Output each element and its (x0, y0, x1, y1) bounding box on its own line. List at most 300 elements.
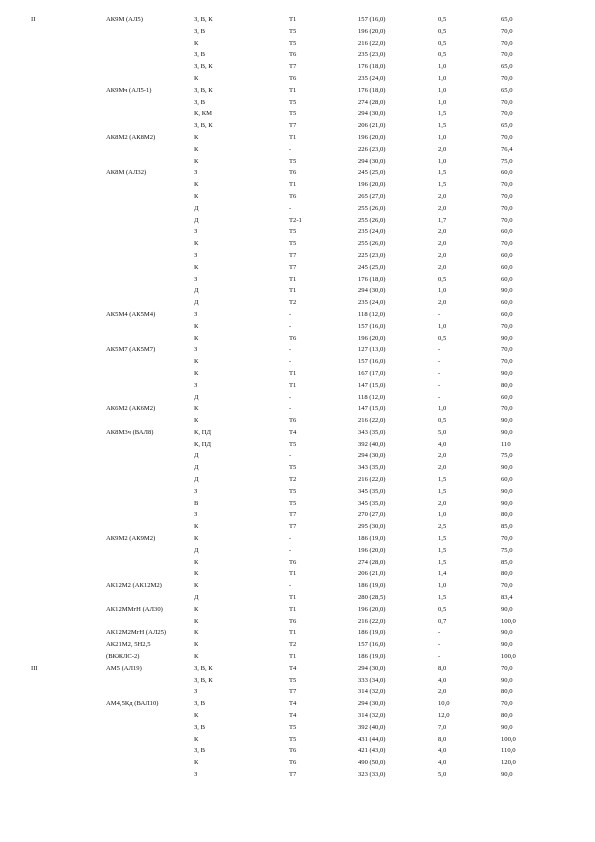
hardness-cell: 70,0 (501, 133, 513, 141)
table-row (0, 616, 595, 628)
tensile-strength-cell: 176 (18,0) (358, 86, 386, 94)
casting-method-cell: К (194, 39, 199, 47)
tensile-strength-cell: 490 (50,0) (358, 759, 386, 767)
hardness-cell: 60,0 (501, 251, 513, 259)
casting-method-cell: Д (194, 393, 199, 401)
hardness-cell: 70,0 (501, 240, 513, 248)
heat-treatment-cell: - (289, 546, 292, 554)
casting-method-cell: З, В (194, 51, 205, 59)
tensile-strength-cell: 196 (20,0) (358, 334, 386, 342)
elongation-cell: 10,0 (438, 700, 450, 708)
elongation-cell: 0,7 (438, 617, 447, 625)
casting-method-cell: К (194, 405, 199, 413)
heat-treatment-cell: Т2 (289, 299, 297, 307)
hardness-cell: 90,0 (501, 464, 513, 472)
tensile-strength-cell: 196 (20,0) (358, 605, 386, 613)
heat-treatment-cell: Т6 (289, 617, 297, 625)
elongation-cell: 1,5 (438, 558, 447, 566)
casting-method-cell: К (194, 735, 199, 743)
table-row (0, 580, 595, 592)
tensile-strength-cell: 235 (24,0) (358, 299, 386, 307)
tensile-strength-cell: 343 (35,0) (358, 428, 386, 436)
alloy-grade-cell: АК9М2 (АК9М2) (106, 535, 156, 543)
heat-treatment-cell: Т7 (289, 122, 297, 130)
hardness-cell: 70,0 (501, 74, 513, 82)
tensile-strength-cell: 157 (16,0) (358, 358, 386, 366)
casting-method-cell: З, В, К (194, 664, 213, 672)
casting-method-cell: Д (194, 594, 199, 602)
table-row (0, 533, 595, 545)
alloy-grade-cell: АМ4,5Кд (ВАЛ10) (106, 700, 159, 708)
casting-method-cell: К (194, 240, 199, 248)
tensile-strength-cell: 314 (32,0) (358, 712, 386, 720)
casting-method-cell: К, ПД (194, 428, 211, 436)
hardness-cell: 70,0 (501, 51, 513, 59)
table-row (0, 450, 595, 462)
casting-method-cell: К, ПД (194, 440, 211, 448)
table-row (0, 356, 595, 368)
hardness-cell: 75,0 (501, 452, 513, 460)
heat-treatment-cell: Т6 (289, 74, 297, 82)
heat-treatment-cell: - (289, 582, 292, 590)
table-row (0, 144, 595, 156)
elongation-cell: 4,0 (438, 676, 447, 684)
tensile-strength-cell: 235 (24,0) (358, 74, 386, 82)
heat-treatment-cell: Т6 (289, 747, 297, 755)
table-row (0, 592, 595, 604)
hardness-cell: 90,0 (501, 629, 513, 637)
hardness-cell: 60,0 (501, 393, 513, 401)
tensile-strength-cell: 157 (16,0) (358, 641, 386, 649)
hardness-cell: 70,0 (501, 110, 513, 118)
casting-method-cell: К (194, 523, 199, 531)
casting-method-cell: К (194, 181, 199, 189)
casting-method-cell: К (194, 192, 199, 200)
heat-treatment-cell: Т1 (289, 287, 297, 295)
elongation-cell: 1,5 (438, 110, 447, 118)
table-row (0, 73, 595, 85)
table-row (0, 686, 595, 698)
table-row (0, 474, 595, 486)
elongation-cell: 2,0 (438, 251, 447, 259)
elongation-cell: - (438, 369, 441, 377)
elongation-cell: 1,4 (438, 570, 447, 578)
hardness-cell: 60,0 (501, 228, 513, 236)
tensile-strength-cell: 323 (33,0) (358, 771, 386, 778)
table-row (0, 285, 595, 297)
tensile-strength-cell: 176 (18,0) (358, 275, 386, 283)
table-row (0, 439, 595, 451)
tensile-strength-cell: 186 (19,0) (358, 582, 386, 590)
elongation-cell: 0,5 (438, 605, 447, 613)
casting-method-cell: З, В, К (194, 63, 213, 71)
tensile-strength-cell: 225 (23,0) (358, 251, 386, 259)
table-row (0, 769, 595, 781)
elongation-cell: 1,0 (438, 157, 447, 165)
casting-method-cell: К (194, 74, 199, 82)
casting-method-cell: В (194, 499, 199, 507)
casting-method-cell: З (194, 251, 198, 259)
casting-method-cell: З (194, 310, 198, 318)
elongation-cell: 2,0 (438, 452, 447, 460)
tensile-strength-cell: 294 (30,0) (358, 700, 386, 708)
table-row (0, 745, 595, 757)
table-row (0, 61, 595, 73)
casting-method-cell: К (194, 641, 199, 649)
heat-treatment-cell: - (289, 405, 292, 413)
casting-method-cell: З (194, 346, 198, 354)
hardness-cell: 70,0 (501, 27, 513, 35)
heat-treatment-cell: Т5 (289, 723, 297, 731)
elongation-cell: 1,0 (438, 74, 447, 82)
tensile-strength-cell: 345 (35,0) (358, 487, 386, 495)
elongation-cell: 1,0 (438, 86, 447, 94)
heat-treatment-cell: - (289, 322, 292, 330)
table-row (0, 333, 595, 345)
elongation-cell: 0,5 (438, 275, 447, 283)
table-row (0, 321, 595, 333)
heat-treatment-cell: Т1 (289, 570, 297, 578)
alloy-grade-cell: АК12М2 (АК12М2) (106, 582, 162, 590)
elongation-cell: 5,0 (438, 428, 447, 436)
casting-method-cell: К (194, 157, 199, 165)
table-row (0, 521, 595, 533)
casting-method-cell: З (194, 275, 198, 283)
hardness-cell: 110,0 (501, 747, 516, 755)
elongation-cell: 5,0 (438, 771, 447, 778)
table-row (0, 627, 595, 639)
heat-treatment-cell: - (289, 452, 292, 460)
tensile-strength-cell: 167 (17,0) (358, 369, 386, 377)
hardness-cell: 90,0 (501, 369, 513, 377)
elongation-cell: - (438, 381, 441, 389)
table-row (0, 403, 595, 415)
heat-treatment-cell: Т1 (289, 381, 297, 389)
casting-method-cell: З, В, К (194, 16, 213, 23)
table-row (0, 545, 595, 557)
hardness-cell: 70,0 (501, 216, 513, 224)
table-row (0, 344, 595, 356)
table-row (0, 309, 595, 321)
elongation-cell: 1,0 (438, 133, 447, 141)
casting-method-cell: З, В (194, 27, 205, 35)
casting-method-cell: К (194, 759, 199, 767)
hardness-cell: 90,0 (501, 723, 513, 731)
alloy-grade-cell: АМ5 (АЛ19) (106, 664, 142, 672)
heat-treatment-cell: Т5 (289, 487, 297, 495)
elongation-cell: - (438, 358, 441, 366)
tensile-strength-cell: 176 (18,0) (358, 63, 386, 71)
table-row (0, 568, 595, 580)
casting-method-cell: К (194, 358, 199, 366)
heat-treatment-cell: Т7 (289, 523, 297, 531)
alloy-grade-cell: АК8М (АЛ32) (106, 169, 147, 177)
tensile-strength-cell: 255 (26,0) (358, 240, 386, 248)
elongation-cell: 4,0 (438, 759, 447, 767)
hardness-cell: 70,0 (501, 700, 513, 708)
table-row (0, 85, 595, 97)
heat-treatment-cell: Т6 (289, 334, 297, 342)
casting-method-cell: К (194, 322, 199, 330)
casting-method-cell: К (194, 712, 199, 720)
heat-treatment-cell: Т5 (289, 676, 297, 684)
elongation-cell: 2,0 (438, 192, 447, 200)
heat-treatment-cell: Т1 (289, 594, 297, 602)
hardness-cell: 70,0 (501, 535, 513, 543)
elongation-cell: 0,5 (438, 27, 447, 35)
casting-method-cell: З, В (194, 723, 205, 731)
table-row (0, 698, 595, 710)
elongation-cell: 1,0 (438, 582, 447, 590)
heat-treatment-cell: Т2-1 (289, 216, 302, 224)
hardness-cell: 85,0 (501, 558, 513, 566)
tensile-strength-cell: 216 (22,0) (358, 617, 386, 625)
table-row (0, 415, 595, 427)
alloy-grade-cell: АК8М2 (АК8М2) (106, 133, 156, 141)
tensile-strength-cell: 392 (40,0) (358, 440, 386, 448)
hardness-cell: 70,0 (501, 322, 513, 330)
hardness-cell: 70,0 (501, 346, 513, 354)
hardness-cell: 76,4 (501, 145, 513, 153)
elongation-cell: - (438, 346, 441, 354)
heat-treatment-cell: Т6 (289, 759, 297, 767)
heat-treatment-cell: - (289, 310, 292, 318)
tensile-strength-cell: 255 (26,0) (358, 216, 386, 224)
casting-method-cell: З (194, 169, 198, 177)
casting-method-cell: К (194, 617, 199, 625)
heat-treatment-cell: Т1 (289, 133, 297, 141)
tensile-strength-cell: 345 (35,0) (358, 499, 386, 507)
tensile-strength-cell: 265 (27,0) (358, 192, 386, 200)
elongation-cell: 12,0 (438, 712, 450, 720)
hardness-cell: 90,0 (501, 287, 513, 295)
elongation-cell: - (438, 653, 441, 661)
casting-method-cell: З (194, 381, 198, 389)
heat-treatment-cell: Т6 (289, 417, 297, 425)
hardness-cell: 60,0 (501, 275, 513, 283)
tensile-strength-cell: 280 (28,5) (358, 594, 386, 602)
tensile-strength-cell: 118 (12,0) (358, 393, 386, 401)
heat-treatment-cell: Т5 (289, 110, 297, 118)
elongation-cell: 1,7 (438, 216, 447, 224)
heat-treatment-cell: - (289, 393, 292, 401)
casting-method-cell: З (194, 228, 198, 236)
heat-treatment-cell: - (289, 204, 292, 212)
alloy-grade-cell: (ВКЖЛС-2) (106, 653, 140, 661)
hardness-cell: 85,0 (501, 523, 513, 531)
hardness-cell: 75,0 (501, 157, 513, 165)
hardness-cell: 90,0 (501, 334, 513, 342)
elongation-cell: 8,0 (438, 735, 447, 743)
table-row (0, 167, 595, 179)
table-row (0, 97, 595, 109)
hardness-cell: 70,0 (501, 192, 513, 200)
heat-treatment-cell: Т7 (289, 511, 297, 519)
tensile-strength-cell: 392 (40,0) (358, 723, 386, 731)
table-row (0, 368, 595, 380)
alloy-grade-cell: АК12М2МгН (АЛ25) (106, 629, 167, 637)
heat-treatment-cell: Т5 (289, 98, 297, 106)
table-row (0, 710, 595, 722)
tensile-strength-cell: 255 (26,0) (358, 204, 386, 212)
heat-treatment-cell: Т5 (289, 157, 297, 165)
tensile-strength-cell: 206 (21,0) (358, 570, 386, 578)
tensile-strength-cell: 314 (32,0) (358, 688, 386, 696)
tensile-strength-cell: 294 (30,0) (358, 452, 386, 460)
alloy-grade-cell: АК8М3ч (ВАЛ8) (106, 428, 154, 436)
heat-treatment-cell: Т4 (289, 428, 297, 436)
table-row (0, 262, 595, 274)
heat-treatment-cell: - (289, 145, 292, 153)
tensile-strength-cell: 294 (30,0) (358, 110, 386, 118)
casting-method-cell: Д (194, 546, 199, 554)
elongation-cell: 1,5 (438, 181, 447, 189)
casting-method-cell: К (194, 417, 199, 425)
elongation-cell: 1,0 (438, 287, 447, 295)
hardness-cell: 70,0 (501, 405, 513, 413)
casting-method-cell: К (194, 263, 199, 271)
casting-method-cell: К (194, 629, 199, 637)
table-row (0, 274, 595, 286)
heat-treatment-cell: Т6 (289, 169, 297, 177)
hardness-cell: 70,0 (501, 98, 513, 106)
elongation-cell: 1,5 (438, 487, 447, 495)
elongation-cell: 1,0 (438, 322, 447, 330)
hardness-cell: 60,0 (501, 299, 513, 307)
casting-method-cell: Д (194, 464, 199, 472)
heat-treatment-cell: Т4 (289, 712, 297, 720)
hardness-cell: 90,0 (501, 428, 513, 436)
casting-method-cell: К (194, 369, 199, 377)
elongation-cell: - (438, 310, 441, 318)
elongation-cell: 2,0 (438, 464, 447, 472)
casting-method-cell: К (194, 605, 199, 613)
elongation-cell: 2,5 (438, 523, 447, 531)
heat-treatment-cell: Т5 (289, 464, 297, 472)
hardness-cell: 60,0 (501, 263, 513, 271)
heat-treatment-cell: - (289, 358, 292, 366)
elongation-cell: 2,0 (438, 263, 447, 271)
heat-treatment-cell: Т1 (289, 181, 297, 189)
tensile-strength-cell: 186 (19,0) (358, 629, 386, 637)
hardness-cell: 65,0 (501, 16, 513, 23)
tensile-strength-cell: 147 (15,0) (358, 381, 386, 389)
elongation-cell: 1,0 (438, 511, 447, 519)
elongation-cell: 2,0 (438, 299, 447, 307)
casting-method-cell: Д (194, 204, 199, 212)
elongation-cell: 1,5 (438, 122, 447, 130)
table-row (0, 132, 595, 144)
elongation-cell: 1,5 (438, 546, 447, 554)
table-row (0, 509, 595, 521)
table-row (0, 215, 595, 227)
elongation-cell: 1,0 (438, 63, 447, 71)
casting-method-cell: Д (194, 287, 199, 295)
hardness-cell: 70,0 (501, 204, 513, 212)
table-row (0, 49, 595, 61)
casting-method-cell: З, В, К (194, 122, 213, 130)
hardness-cell: 83,4 (501, 594, 513, 602)
heat-treatment-cell: Т1 (289, 275, 297, 283)
alloy-grade-cell: АК5М7 (АК5М7) (106, 346, 156, 354)
tensile-strength-cell: 118 (12,0) (358, 310, 386, 318)
tensile-strength-cell: 216 (22,0) (358, 476, 386, 484)
hardness-cell: 65,0 (501, 63, 513, 71)
elongation-cell: 1,0 (438, 405, 447, 413)
hardness-cell: 70,0 (501, 358, 513, 366)
casting-method-cell: К (194, 535, 199, 543)
heat-treatment-cell: Т4 (289, 700, 297, 708)
table-row (0, 156, 595, 168)
alloy-group-cell: II (31, 16, 36, 23)
elongation-cell: 0,5 (438, 16, 447, 23)
tensile-strength-cell: 186 (19,0) (358, 653, 386, 661)
tensile-strength-cell: 235 (24,0) (358, 228, 386, 236)
casting-method-cell: Д (194, 299, 199, 307)
table-row (0, 675, 595, 687)
tensile-strength-cell: 127 (13,0) (358, 346, 386, 354)
table-row (0, 238, 595, 250)
tensile-strength-cell: 431 (44,0) (358, 735, 386, 743)
casting-method-cell: К (194, 558, 199, 566)
heat-treatment-cell: Т1 (289, 605, 297, 613)
casting-method-cell: К (194, 582, 199, 590)
hardness-cell: 90,0 (501, 417, 513, 425)
tensile-strength-cell: 421 (43,0) (358, 747, 386, 755)
casting-method-cell: К (194, 133, 199, 141)
casting-method-cell: З (194, 511, 198, 519)
tensile-strength-cell: 343 (35,0) (358, 464, 386, 472)
elongation-cell: - (438, 629, 441, 637)
elongation-cell: 8,0 (438, 664, 447, 672)
casting-method-cell: З (194, 771, 198, 778)
hardness-cell: 60,0 (501, 169, 513, 177)
alloy-grade-cell: АК9М (АЛ5) (106, 16, 143, 23)
elongation-cell: 0,5 (438, 417, 447, 425)
casting-method-cell: К, КМ (194, 110, 212, 118)
casting-method-cell: З (194, 688, 198, 696)
casting-method-cell: К (194, 653, 199, 661)
heat-treatment-cell: Т7 (289, 688, 297, 696)
heat-treatment-cell: - (289, 346, 292, 354)
table-row (0, 14, 595, 26)
heat-treatment-cell: Т1 (289, 653, 297, 661)
table-row (0, 498, 595, 510)
hardness-cell: 80,0 (501, 688, 513, 696)
casting-method-cell: З, В (194, 700, 205, 708)
hardness-cell: 100,0 (501, 735, 516, 743)
heat-treatment-cell: Т1 (289, 629, 297, 637)
casting-method-cell: З, В (194, 98, 205, 106)
heat-treatment-cell: Т5 (289, 240, 297, 248)
hardness-cell: 70,0 (501, 181, 513, 189)
tensile-strength-cell: 333 (34,0) (358, 676, 386, 684)
table-row (0, 392, 595, 404)
table-row (0, 297, 595, 309)
heat-treatment-cell: Т7 (289, 263, 297, 271)
heat-treatment-cell: Т5 (289, 735, 297, 743)
heat-treatment-cell: Т4 (289, 664, 297, 672)
table-row (0, 120, 595, 132)
elongation-cell: 7,0 (438, 723, 447, 731)
tensile-strength-cell: 157 (16,0) (358, 322, 386, 330)
table-row (0, 203, 595, 215)
casting-method-cell: З, В, К (194, 86, 213, 94)
tensile-strength-cell: 274 (28,0) (358, 98, 386, 106)
tensile-strength-cell: 226 (23,0) (358, 145, 386, 153)
elongation-cell: 0,5 (438, 334, 447, 342)
tensile-strength-cell: 216 (22,0) (358, 39, 386, 47)
